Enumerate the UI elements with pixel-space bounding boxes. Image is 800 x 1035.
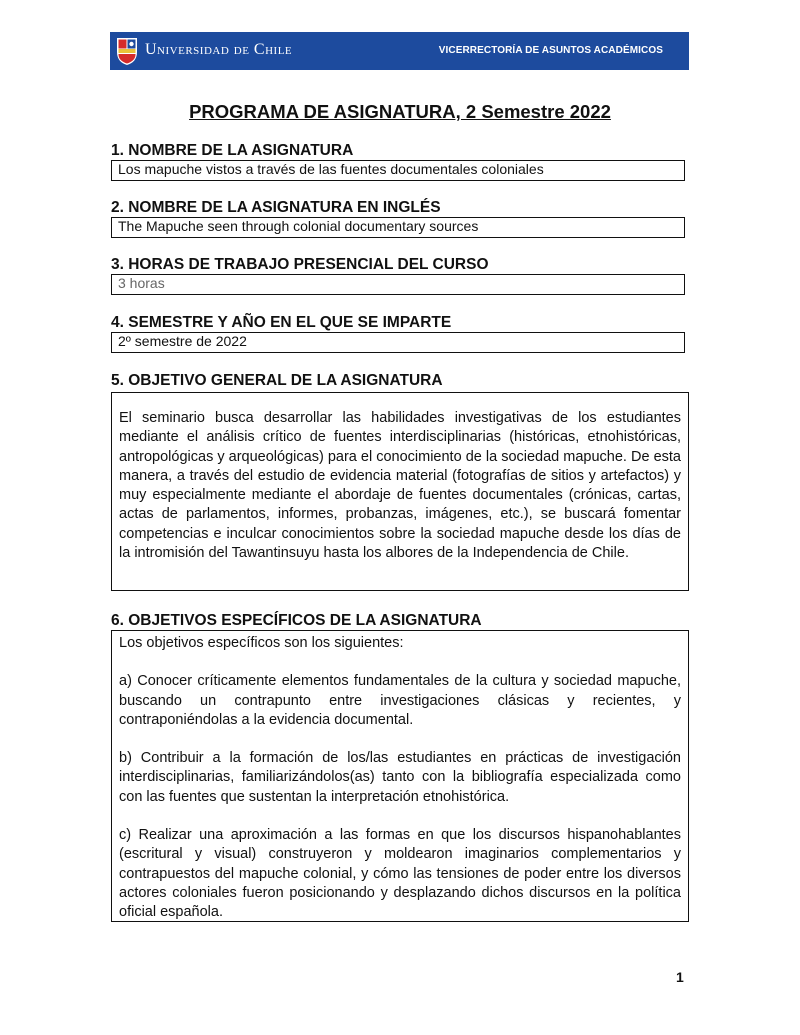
specific-objectives-box bbox=[111, 630, 689, 922]
section-3-heading: 3. HORAS DE TRABAJO PRESENCIAL DEL CURSO bbox=[111, 256, 489, 273]
specific-objectives-intro: Los objetivos específicos son los siguientes: bbox=[119, 635, 404, 651]
university-name: Universidad de Chile bbox=[145, 41, 293, 58]
semester-value: 2º semestre de 2022 bbox=[118, 333, 247, 349]
section-2-heading: 2. NOMBRE DE LA ASIGNATURA EN INGLÉS bbox=[111, 199, 441, 216]
course-name-english-field bbox=[111, 217, 685, 238]
objective-item: b) Contribuir a la formación de los/las estudiantes en prácticas de investigación interdisciplinarias, familiarizándolos(as) tanto con la bibliografía especializada como con las fuentes que sustentan la interpretación etnohistórica. bbox=[119, 750, 681, 805]
section-5-heading: 5. OBJETIVO GENERAL DE LA ASIGNATURA bbox=[111, 372, 443, 389]
course-name-english-value: The Mapuche seen through colonial documentary sources bbox=[118, 218, 479, 234]
objective-item: c) Realizar una aproximación a las formas en que los discursos hispanohablantes (escritural y visual) construyeron y moldearon imaginarios complementarios y contrapuestos del mapuche colonial, y cómo las tensiones de poder entre los diversos actores coloniales fueron posicionando y desplazando dichos discursos en la política oficial española. bbox=[119, 827, 681, 921]
section-6-heading: 6. OBJETIVOS ESPECÍFICOS DE LA ASIGNATURA bbox=[111, 612, 482, 629]
hours-value: 3 horas bbox=[118, 275, 165, 291]
general-objective-text: El seminario busca desarrollar las habilidades investigativas de los estudiantes mediante el análisis crítico de fuentes interdisciplinarias (históricas, etnohistóricas, antropológicas y arqueológicas) para el conocimiento de la sociedad mapuche. De esta manera, a través del estudio de evidencia material (fotografías de sitios y artefactos) y muy especialmente mediante el abordaje de fuentes documentales (crónicas, cartas, actas de parlamentos, informes, probanzas, imágenes, etc.), se buscará fomentar competencias e inculcar conocimientos sobre la sociedad mapuche desde los días de la intromisión del Tawantinsuyu hasta los albores de la Independencia de Chile. bbox=[119, 410, 681, 562]
hours-field bbox=[111, 274, 685, 295]
page-number: 1 bbox=[676, 969, 684, 985]
section-1-heading: 1. NOMBRE DE LA ASIGNATURA bbox=[111, 142, 354, 159]
semester-field bbox=[111, 332, 685, 353]
page-title: PROGRAMA DE ASIGNATURA, 2 Semestre 2022 bbox=[189, 101, 611, 122]
header-band bbox=[110, 32, 689, 70]
general-objective-box bbox=[111, 392, 689, 591]
university-crest-icon bbox=[115, 36, 139, 66]
office-name: VICERRECTORÍA DE ASUNTOS ACADÉMICOS bbox=[438, 45, 663, 56]
objective-item: a) Conocer críticamente elementos fundamentales de la cultura y sociedad mapuche, buscando un contrapunto entre investigaciones clásicas y recientes, y contraponiéndolas a la evidencia documental. bbox=[119, 673, 681, 728]
course-name-value: Los mapuche vistos a través de las fuentes documentales coloniales bbox=[118, 161, 544, 177]
section-4-heading: 4. SEMESTRE Y AÑO EN EL QUE SE IMPARTE bbox=[111, 314, 452, 331]
course-name-field bbox=[111, 160, 685, 181]
